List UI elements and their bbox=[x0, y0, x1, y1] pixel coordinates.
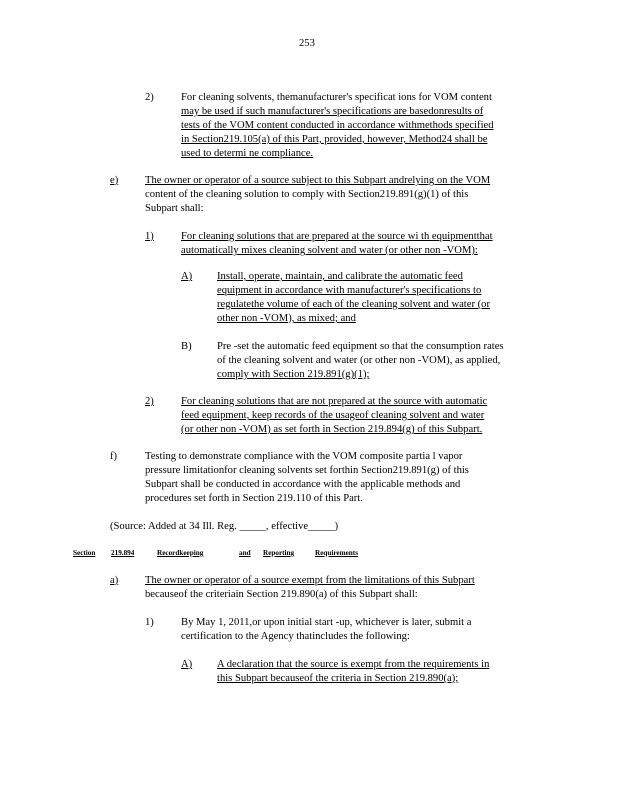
section-label: Section bbox=[73, 549, 96, 557]
paragraph-line: For cleaning solutions that are prepared at the source wi th equipmentthat bbox=[181, 231, 493, 242]
item-label: B) bbox=[181, 341, 192, 352]
paragraph-line: For cleaning solvents, themanufacturer's specificat ions for VOM content bbox=[181, 92, 492, 103]
item-label: A) bbox=[181, 271, 193, 282]
paragraph-line: used to determi ne compliance. bbox=[181, 148, 314, 159]
item-label: A) bbox=[181, 659, 193, 670]
paragraph-line: Subpart shall be conducted in accordance with the applicable methods and bbox=[145, 479, 461, 490]
paragraph-line: may be used if such manufacturer's specifications are basedonresults of bbox=[181, 106, 484, 117]
paragraph-line: tests of the VOM content conducted in accordance withmethods specified bbox=[181, 120, 494, 131]
item-label: f) bbox=[110, 451, 118, 462]
paragraph-line: Pre -set the automatic feed equipment so that the consumption rates bbox=[217, 341, 504, 352]
paragraph-line: Install, operate, maintain, and calibrate the automatic feed bbox=[217, 271, 463, 282]
section-title-word: Reporting bbox=[263, 549, 295, 557]
paragraph-line: certification to the Agency thatincludes the following: bbox=[181, 631, 410, 642]
item-label: a) bbox=[110, 575, 119, 586]
paragraph-line: A declaration that the source is exempt from the requirements in bbox=[217, 659, 490, 670]
item-label: 2) bbox=[145, 396, 154, 407]
paragraph-line: regulatethe volume of each of the cleaning solvent and water (or bbox=[217, 299, 490, 310]
paragraph-line: equipment in accordance with manufacturer's specifications to bbox=[217, 285, 482, 296]
paragraph-line: automatically mixes cleaning solvent and water (or other non -VOM): bbox=[181, 245, 478, 256]
paragraph-line: in Section219.105(a) of this Part, provided, however, Method24 shall be bbox=[181, 134, 488, 145]
paragraph-line: feed equipment, keep records of the usageof cleaning solvent and water bbox=[181, 410, 485, 421]
paragraph-line: By May 1, 2011,or upon initial start -up, whichever is later, submit a bbox=[181, 617, 472, 628]
paragraph-line: pressure limitationfor cleaning solvents set forthin Section219.891(g) of this bbox=[145, 465, 469, 476]
paragraph-line: procedures set forth in Section 219.110 of this Part. bbox=[145, 493, 363, 504]
paragraph-line: this Subpart becauseof the criteria in Section 219.890(a); bbox=[217, 673, 459, 684]
paragraph-line: The owner or operator of a source subject to this Subpart andrelying on the VOM bbox=[145, 175, 491, 186]
paragraph-line: of the cleaning solvent and water (or other non -VOM), as applied, bbox=[217, 355, 501, 366]
paragraph-line: Testing to demonstrate compliance with the VOM composite partia l vapor bbox=[145, 451, 463, 462]
source-note: (Source: Added at 34 Ill. Reg. _____, effective_____) bbox=[110, 521, 339, 532]
paragraph-line: comply with Section 219.891(g)(1); bbox=[217, 369, 370, 380]
item-label: 2) bbox=[145, 92, 154, 103]
paragraph-line: content of the cleaning solution to comply with Section219.891(g)(1) of this bbox=[145, 189, 469, 200]
item-label: 1) bbox=[145, 231, 154, 242]
paragraph-line: The owner or operator of a source exempt from the limitations of this Subpart bbox=[145, 575, 475, 586]
paragraph-line: other non -VOM), as mixed; and bbox=[217, 313, 356, 324]
section-title-word: Recordkeeping bbox=[157, 549, 204, 557]
paragraph-line: (or other non -VOM) as set forth in Section 219.894(g) of this Subpart. bbox=[181, 424, 483, 435]
item-label: e) bbox=[110, 175, 119, 186]
page-number: 253 bbox=[299, 38, 315, 49]
paragraph-line: For cleaning solutions that are not prepared at the source with automatic bbox=[181, 396, 488, 407]
section-title-word: Requirements bbox=[315, 549, 358, 557]
paragraph-line: Subpart shall: bbox=[145, 203, 204, 214]
item-label: 1) bbox=[145, 617, 154, 628]
section-title-word: and bbox=[239, 549, 251, 557]
section-number: 219.894 bbox=[111, 549, 135, 557]
paragraph-line: becauseof the criteriain Section 219.890(a) of this Subpart shall: bbox=[145, 589, 418, 600]
